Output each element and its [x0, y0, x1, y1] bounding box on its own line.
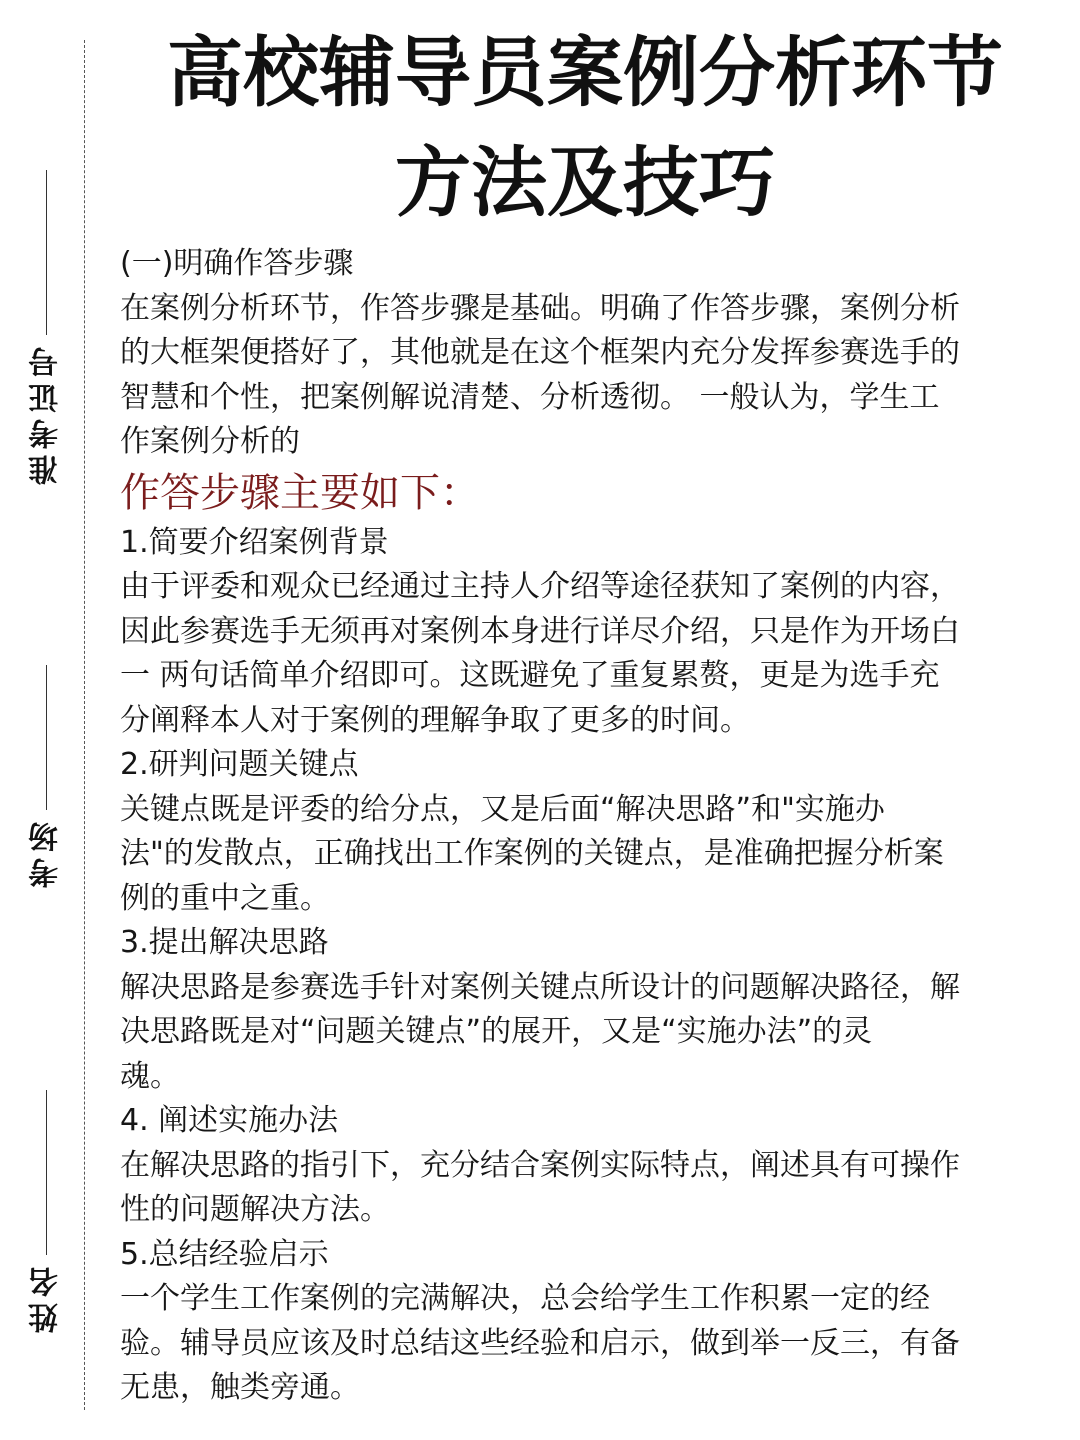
name-blank-line — [47, 1090, 48, 1255]
venue-label: 考场 — [29, 816, 64, 888]
step-line: 一 两句话简单介绍即可。这既避免了重复累赘，更是为选手充 — [120, 658, 940, 693]
step-line: 一个学生工作案例的完满解决，总会给学生工作积累一定的经 — [120, 1281, 930, 1316]
step-title: 4. 阐述实施办法 — [120, 1103, 339, 1138]
title-line-2: 方法及技巧 — [395, 138, 775, 227]
step-line: 无患，触类旁通。 — [120, 1370, 360, 1405]
steps-heading: 作答步骤主要如下： — [120, 469, 480, 516]
step-line: 例的重中之重。 — [120, 880, 330, 916]
step-title: 3.提出解决思路 — [120, 925, 329, 960]
exam-id-label: 准考证号 — [29, 341, 64, 485]
step-line: 法"的发散点，正确找出工作案例的关键点，是准确把握分析案 — [120, 836, 944, 871]
step-line: 性的问题解决方法。 — [120, 1192, 390, 1227]
intro-line: 作案例分析的 — [120, 424, 300, 459]
name-label: 姓名 — [29, 1261, 64, 1333]
dashed-cut-line — [84, 40, 85, 1410]
intro-line: 在案例分析环节，作答步骤是基础。明确了作答步骤，案例分析 — [120, 290, 960, 326]
step-line: 在解决思路的指引下，充分结合案例实际特点，阐述具有可操作 — [120, 1147, 960, 1183]
step-line: 因此参赛选手无须再对案例本身进行详尽介绍，只是作为开场白 — [120, 613, 960, 649]
step-title: 5.总结经验启示 — [120, 1236, 329, 1272]
intro-line: 智慧和个性，把案例解说清楚、分析透彻。 一般认为，学生工 — [120, 379, 940, 415]
step-line: 验。辅导员应该及时总结这些经验和启示，做到举一反三，有备 — [120, 1325, 960, 1361]
exam-id-field — [24, 170, 70, 485]
title-line-1: 高校辅导员案例分析环节 — [167, 28, 1003, 117]
step-title: 2.研判问题关键点 — [120, 747, 359, 782]
step-line: 关键点既是评委的给分点，又是后面“解决思路”和"实施办 — [120, 791, 885, 827]
body-text — [120, 242, 1020, 1411]
step-line: 由于评委和观众已经通过主持人介绍等途径获知了案例的内容， — [120, 569, 960, 604]
exam-id-blank-line — [47, 170, 48, 335]
step-line: 分阐释本人对于案例的理解争取了更多的时间。 — [120, 702, 750, 738]
venue-blank-line — [47, 665, 48, 810]
step-line: 魂。 — [120, 1058, 180, 1094]
venue-field — [24, 665, 70, 888]
document-content — [120, 0, 1020, 1411]
step-line: 决思路既是对“问题关键点”的展开，又是“实施办法”的灵 — [120, 1014, 873, 1049]
exam-binding-margin — [0, 0, 90, 1440]
page-title — [120, 18, 1020, 238]
intro-line: 的大框架便搭好了，其他就是在这个框架内充分发挥参赛选手的 — [120, 335, 960, 370]
name-field — [24, 1090, 70, 1333]
step-line: 解决思路是参赛选手针对案例关键点所设计的问题解决路径，解 — [120, 969, 960, 1005]
step-title: 1.简要介绍案例背景 — [120, 524, 389, 560]
section-heading: (一)明确作答步骤 — [120, 246, 354, 281]
